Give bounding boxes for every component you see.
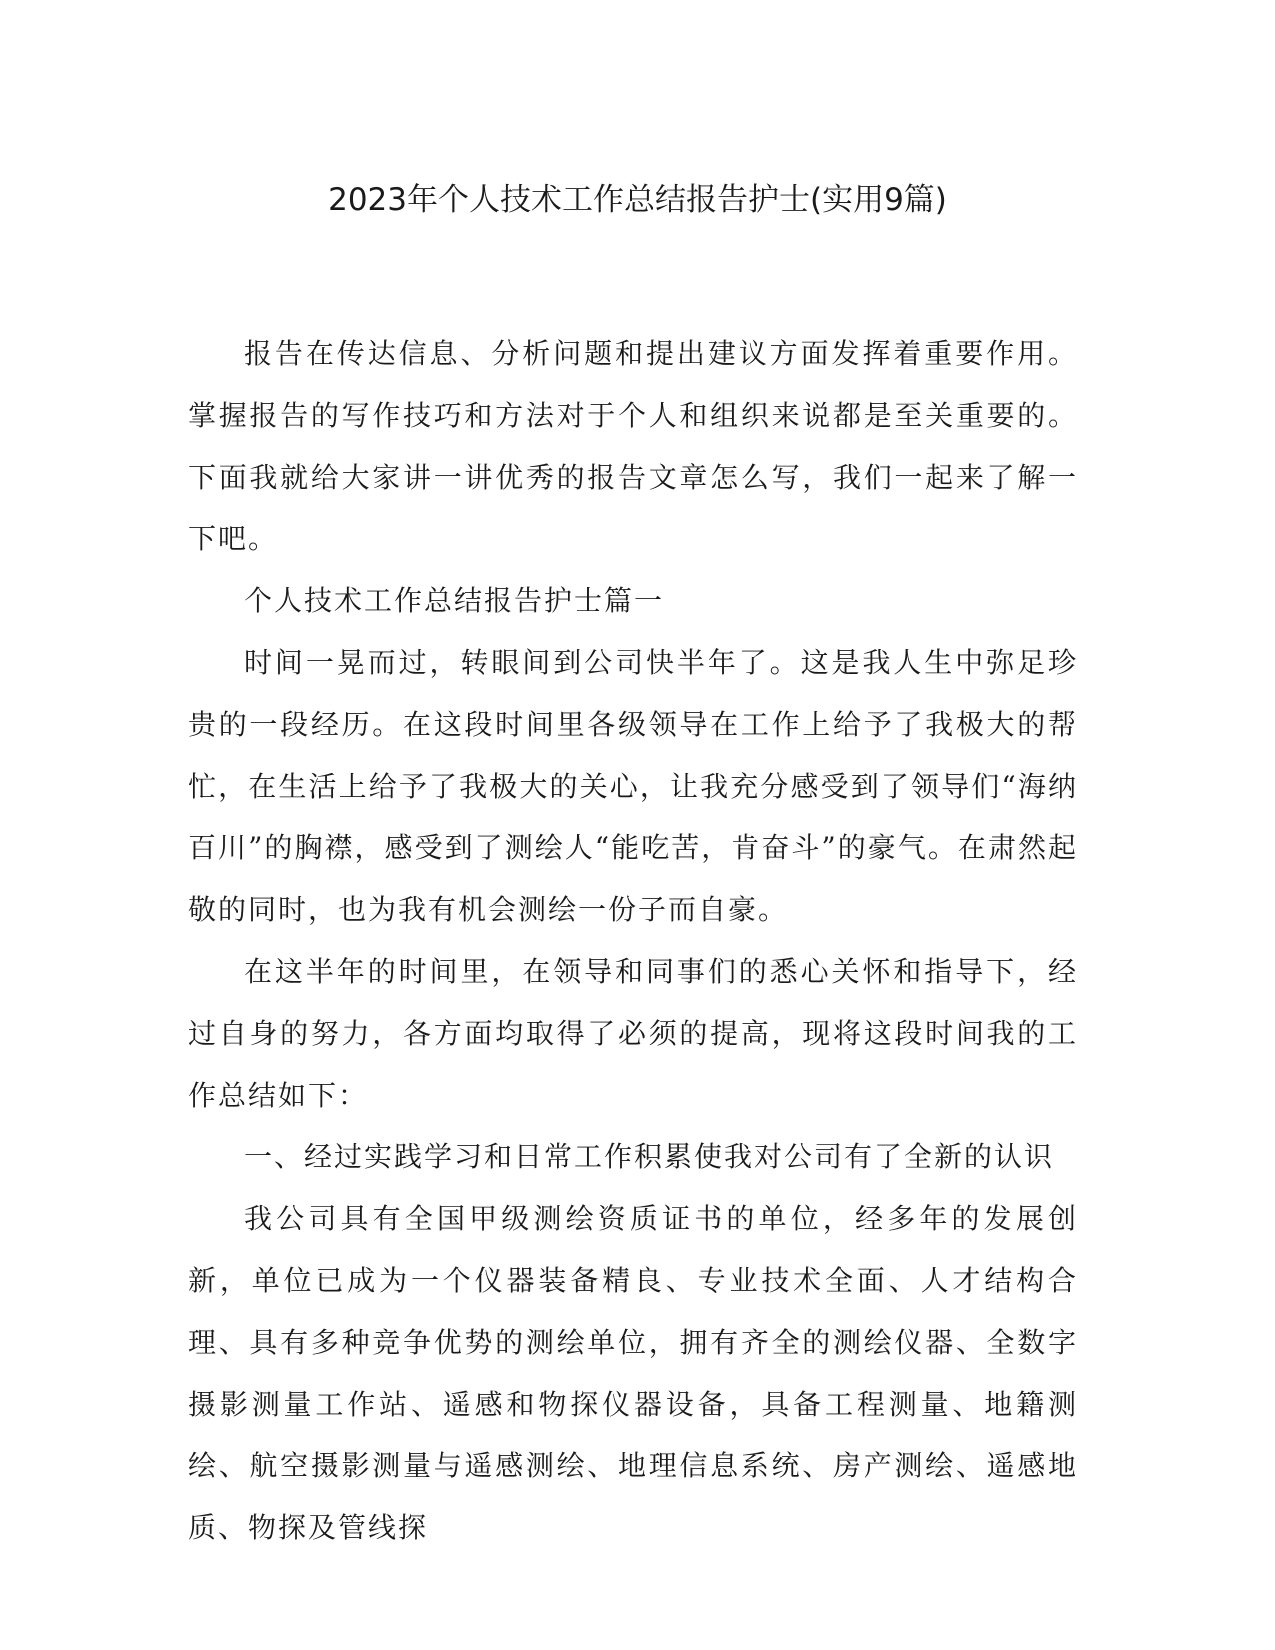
subsection-heading: 一、经过实践学习和日常工作积累使我对公司有了全新的认识: [244, 1140, 1055, 1174]
document-title: 2023年个人技术工作总结报告护士(实用9篇): [328, 182, 947, 218]
intro-paragraph: 报告在传达信息、分析问题和提出建议方面发挥着重要作用。掌握报告的写作技巧和方法对于个人和组织来说都是至关重要的。下面我就给大家讲一讲优秀的报告文章怎么写，我们一起来了解一下吧。: [188, 337, 1078, 556]
body-paragraph: 在这半年的时间里，在领导和同事们的悉心关怀和指导下，经过自身的努力，各方面均取得了必须的提高，现将这段时间我的工作总结如下：: [188, 954, 1078, 1112]
document-body: [188, 323, 1078, 1559]
body-paragraph: 时间一晃而过，转眼间到公司快半年了。这是我人生中弥足珍贵的一段经历。在这段时间里各级领导在工作上给予了我极大的帮忙，在生活上给予了我极大的关心，让我充分感受到了领导们“海纳百川”的胸襟，感受到了测绘人“能吃苦，肯奋斗”的豪气。在肃然起敬的同时，也为我有机会测绘一份子而自豪。: [188, 645, 1078, 927]
section-heading: 个人技术工作总结报告护士篇一: [244, 584, 665, 618]
body-paragraph: 我公司具有全国甲级测绘资质证书的单位，经多年的发展创新，单位已成为一个仪器装备精良、专业技术全面、人才结构合理、具有多种竞争优势的测绘单位，拥有齐全的测绘仪器、全数字摄影测量工作站、遥感和物探仪器设备，具备工程测量、地籍测绘、航空摄影测量与遥感测绘、地理信息系统、房产测绘、遥感地质、物探及管线探: [188, 1202, 1078, 1545]
